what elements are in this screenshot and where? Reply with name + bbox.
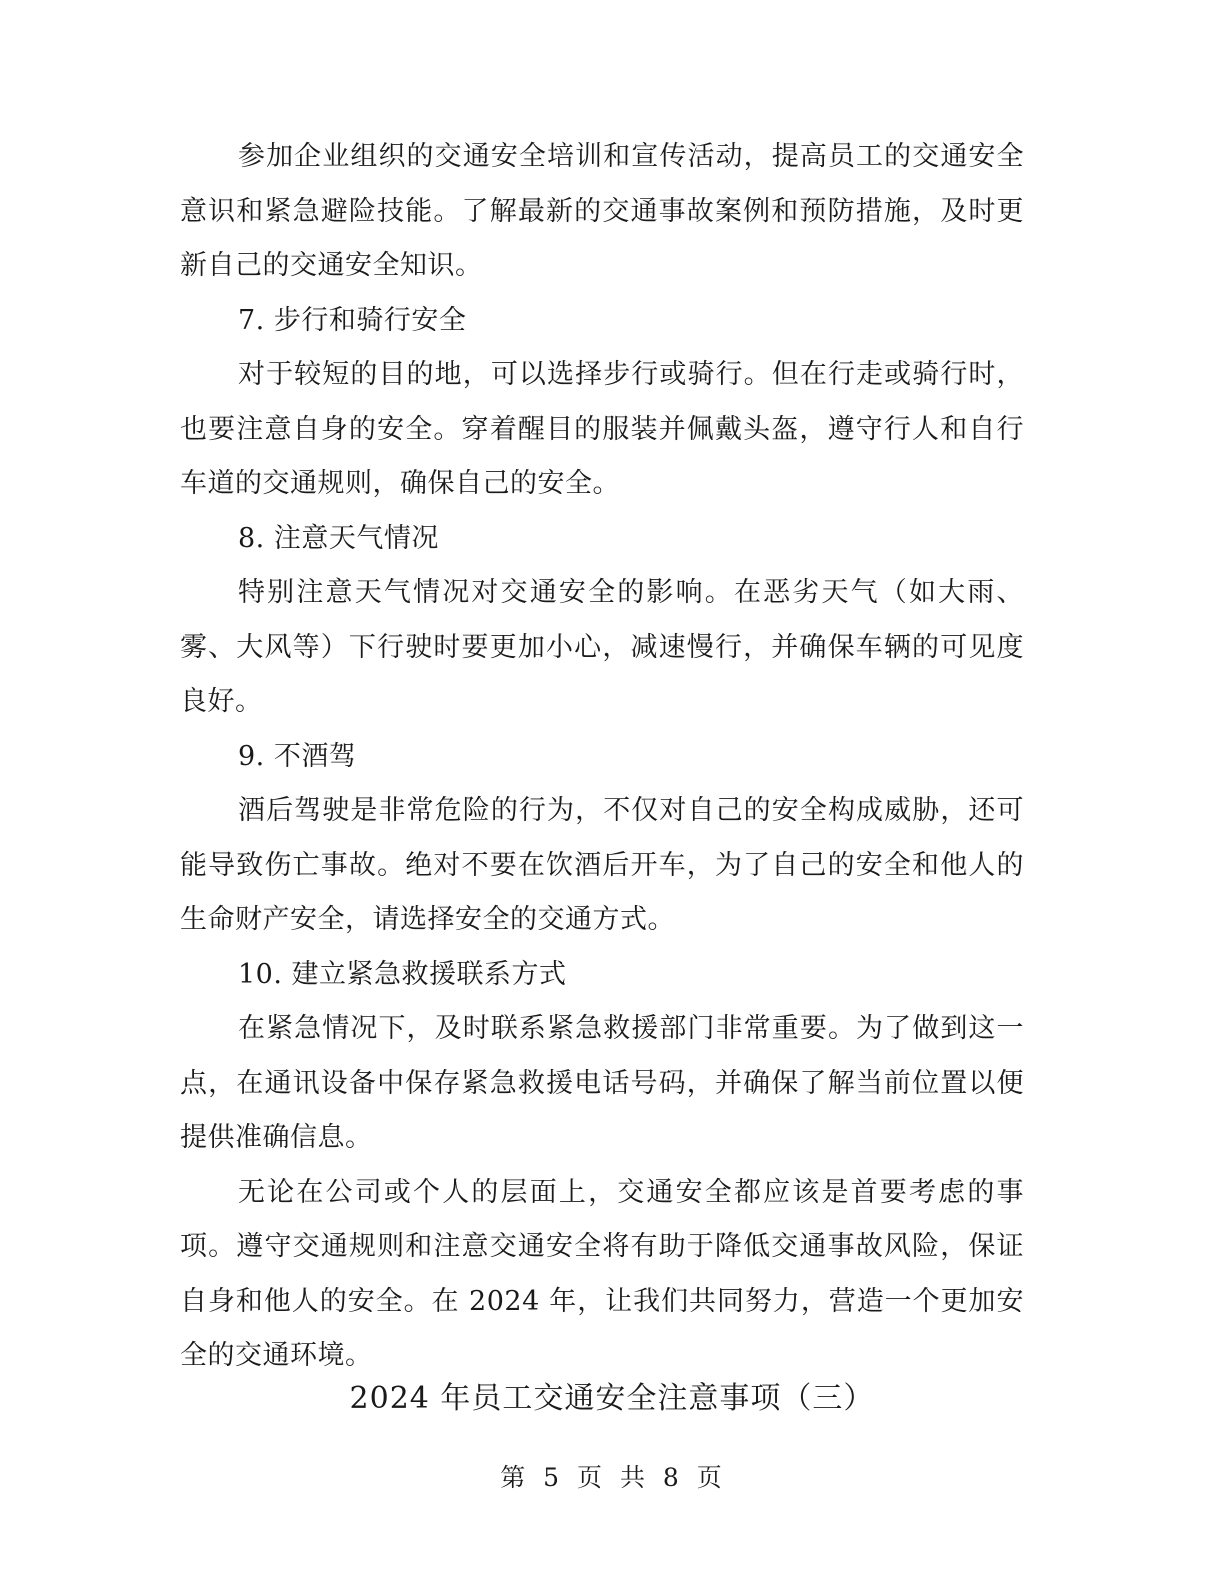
- paragraph-weather: 特别注意天气情况对交通安全的影响。在恶劣天气（如大雨、雾、大风等）下行驶时要更加小心，减速慢行，并确保车辆的可见度良好。: [180, 577, 1024, 717]
- paragraph-training: 参加企业组织的交通安全培训和宣传活动，提高员工的交通安全意识和紧急避险技能。了解最新的交通事故案例和预防措施，及时更新自己的交通安全知识。: [180, 141, 1024, 281]
- paragraph-conclusion: 无论在公司或个人的层面上，交通安全都应该是首要考虑的事项。遵守交通规则和注意交通安全将有助于降低交通事故风险，保证自身和他人的安全。在 2024 年，让我们共同努力，营造一个更加安全的交通环境。: [180, 1176, 1024, 1371]
- paragraph-no-drunk-driving: 酒后驾驶是非常危险的行为，不仅对自己的安全构成威胁，还可能导致伤亡事故。绝对不要在饮酒后开车，为了自己的安全和他人的生命财产安全，请选择安全的交通方式。: [180, 795, 1024, 935]
- section-title: 2024 年员工交通安全注意事项（三）: [349, 1381, 875, 1416]
- page-footer: 第 5 页 共 8 页: [500, 1463, 724, 1492]
- heading-emergency-contact: 10. 建立紧急救援联系方式: [238, 958, 567, 990]
- document-body: [180, 130, 1024, 1384]
- heading-no-drunk-driving: 9. 不酒驾: [238, 740, 357, 772]
- heading-weather: 8. 注意天气情况: [238, 522, 439, 554]
- paragraph-emergency-contact: 在紧急情况下，及时联系紧急救援部门非常重要。为了做到这一点，在通讯设备中保存紧急救援电话号码，并确保了解当前位置以便提供准确信息。: [180, 1013, 1024, 1153]
- heading-walking-cycling: 7. 步行和骑行安全: [238, 304, 467, 336]
- paragraph-walking-cycling: 对于较短的目的地，可以选择步行或骑行。但在行走或骑行时，也要注意自身的安全。穿着醒目的服装并佩戴头盔，遵守行人和自行车道的交通规则，确保自己的安全。: [180, 359, 1024, 499]
